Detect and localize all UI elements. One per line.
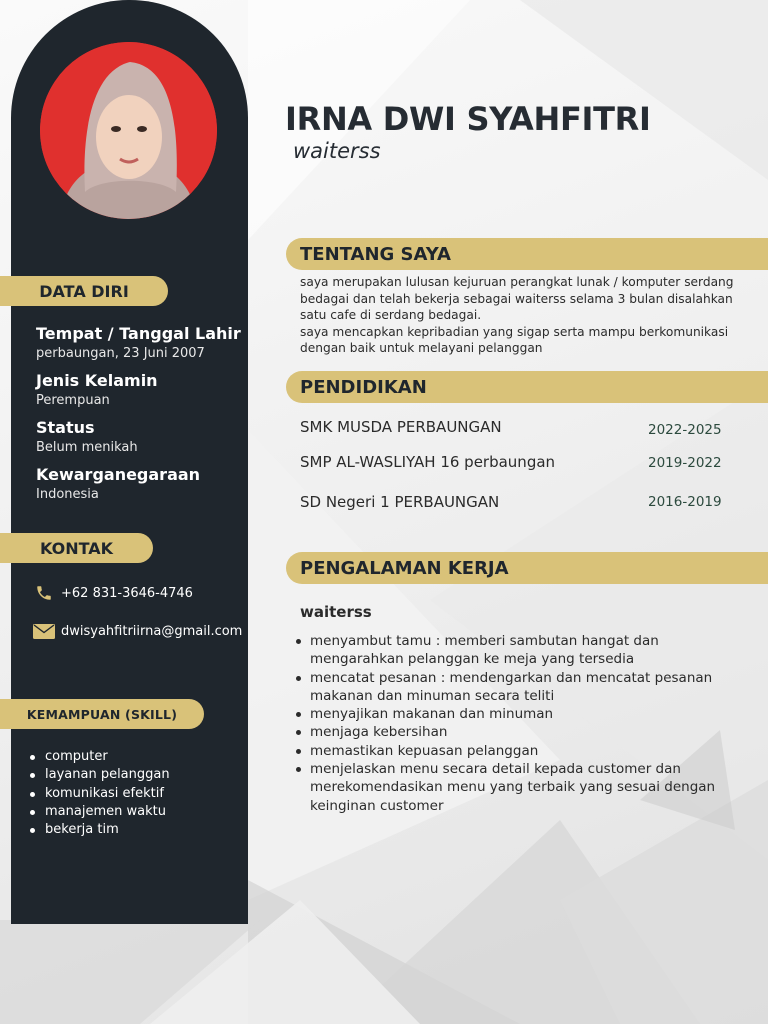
education-years: 2022-2025 xyxy=(648,422,722,438)
email-address: dwisyahfitriirna@gmail.com xyxy=(61,623,243,639)
field-value: perbaungan, 23 Juni 2007 xyxy=(36,346,205,361)
about-paragraph: saya merupakan lulusan kejuruan perangkat lunak / komputer serdang bedagai dan telah bekerja sebagai waiterss selama 3 bulan disalahkan satu cafe di serdang bedagai. xyxy=(300,275,734,322)
education-years: 2019-2022 xyxy=(648,455,722,471)
status-field xyxy=(36,418,138,455)
list-item: memastikan kepuasan pelanggan xyxy=(310,742,730,760)
education-heading: PENDIDIKAN xyxy=(286,371,768,403)
field-label: Tempat / Tanggal Lahir xyxy=(36,324,241,343)
field-label: Kewarganegaraan xyxy=(36,465,201,484)
about-paragraph: saya mencapkan kepribadian yang sigap serta mampu berkomunikasi dengan baik untuk melayani pelanggan xyxy=(300,324,729,355)
list-item: mencatat pesanan : mendengarkan dan mencatat pesanan makanan dan minuman secara teliti xyxy=(310,669,730,706)
education-school: SMK MUSDA PERBAUNGAN xyxy=(300,418,502,436)
education-school: SD Negeri 1 PERBAUNGAN xyxy=(300,493,500,511)
birth-field xyxy=(36,324,241,361)
duties-list xyxy=(310,632,730,815)
experience-heading: PENGALAMAN KERJA xyxy=(286,552,768,584)
person-name: IRNA DWI SYAHFITRI xyxy=(285,100,651,138)
skills-list xyxy=(45,748,170,839)
phone-icon xyxy=(33,584,55,602)
list-item: menyajikan makanan dan minuman xyxy=(310,705,730,723)
phone-number: +62 831-3646-4746 xyxy=(61,585,193,601)
profile-photo xyxy=(40,42,217,219)
education-school: SMP AL-WASLIYAH 16 perbaungan xyxy=(300,453,556,471)
list-item: menyambut tamu : memberi sambutan hangat dan mengarahkan pelanggan ke meja yang tersedia xyxy=(310,632,730,669)
about-heading: TENTANG SAYA xyxy=(286,238,768,270)
list-item: layanan pelanggan xyxy=(45,766,170,784)
kontak-heading: KONTAK xyxy=(0,533,153,563)
list-item: menjelaskan menu secara detail kepada customer dan merekomendasikan menu yang terbaik yang sesuai dengan keinginan customer xyxy=(310,760,730,815)
data-diri-heading: DATA DIRI xyxy=(0,276,168,306)
list-item: manajemen waktu xyxy=(45,803,170,821)
skills-heading: KEMAMPUAN (SKILL) xyxy=(0,699,204,729)
list-item: bekerja tim xyxy=(45,821,170,839)
list-item: computer xyxy=(45,748,170,766)
list-item: menjaga kebersihan xyxy=(310,723,730,741)
about-text xyxy=(300,274,755,357)
mail-icon xyxy=(33,622,55,640)
field-label: Jenis Kelamin xyxy=(36,371,158,390)
field-value: Belum menikah xyxy=(36,440,138,455)
field-value: Perempuan xyxy=(36,393,110,408)
phone-contact[interactable] xyxy=(33,584,193,602)
field-label: Status xyxy=(36,418,95,437)
education-years: 2016-2019 xyxy=(648,494,722,510)
citizenship-field xyxy=(36,465,200,502)
job-position: waiterss xyxy=(293,139,381,163)
experience-job-title: waiterss xyxy=(300,603,372,621)
email-contact[interactable] xyxy=(33,622,242,640)
gender-field xyxy=(36,371,158,408)
list-item: komunikasi efektif xyxy=(45,785,170,803)
field-value: Indonesia xyxy=(36,487,99,502)
